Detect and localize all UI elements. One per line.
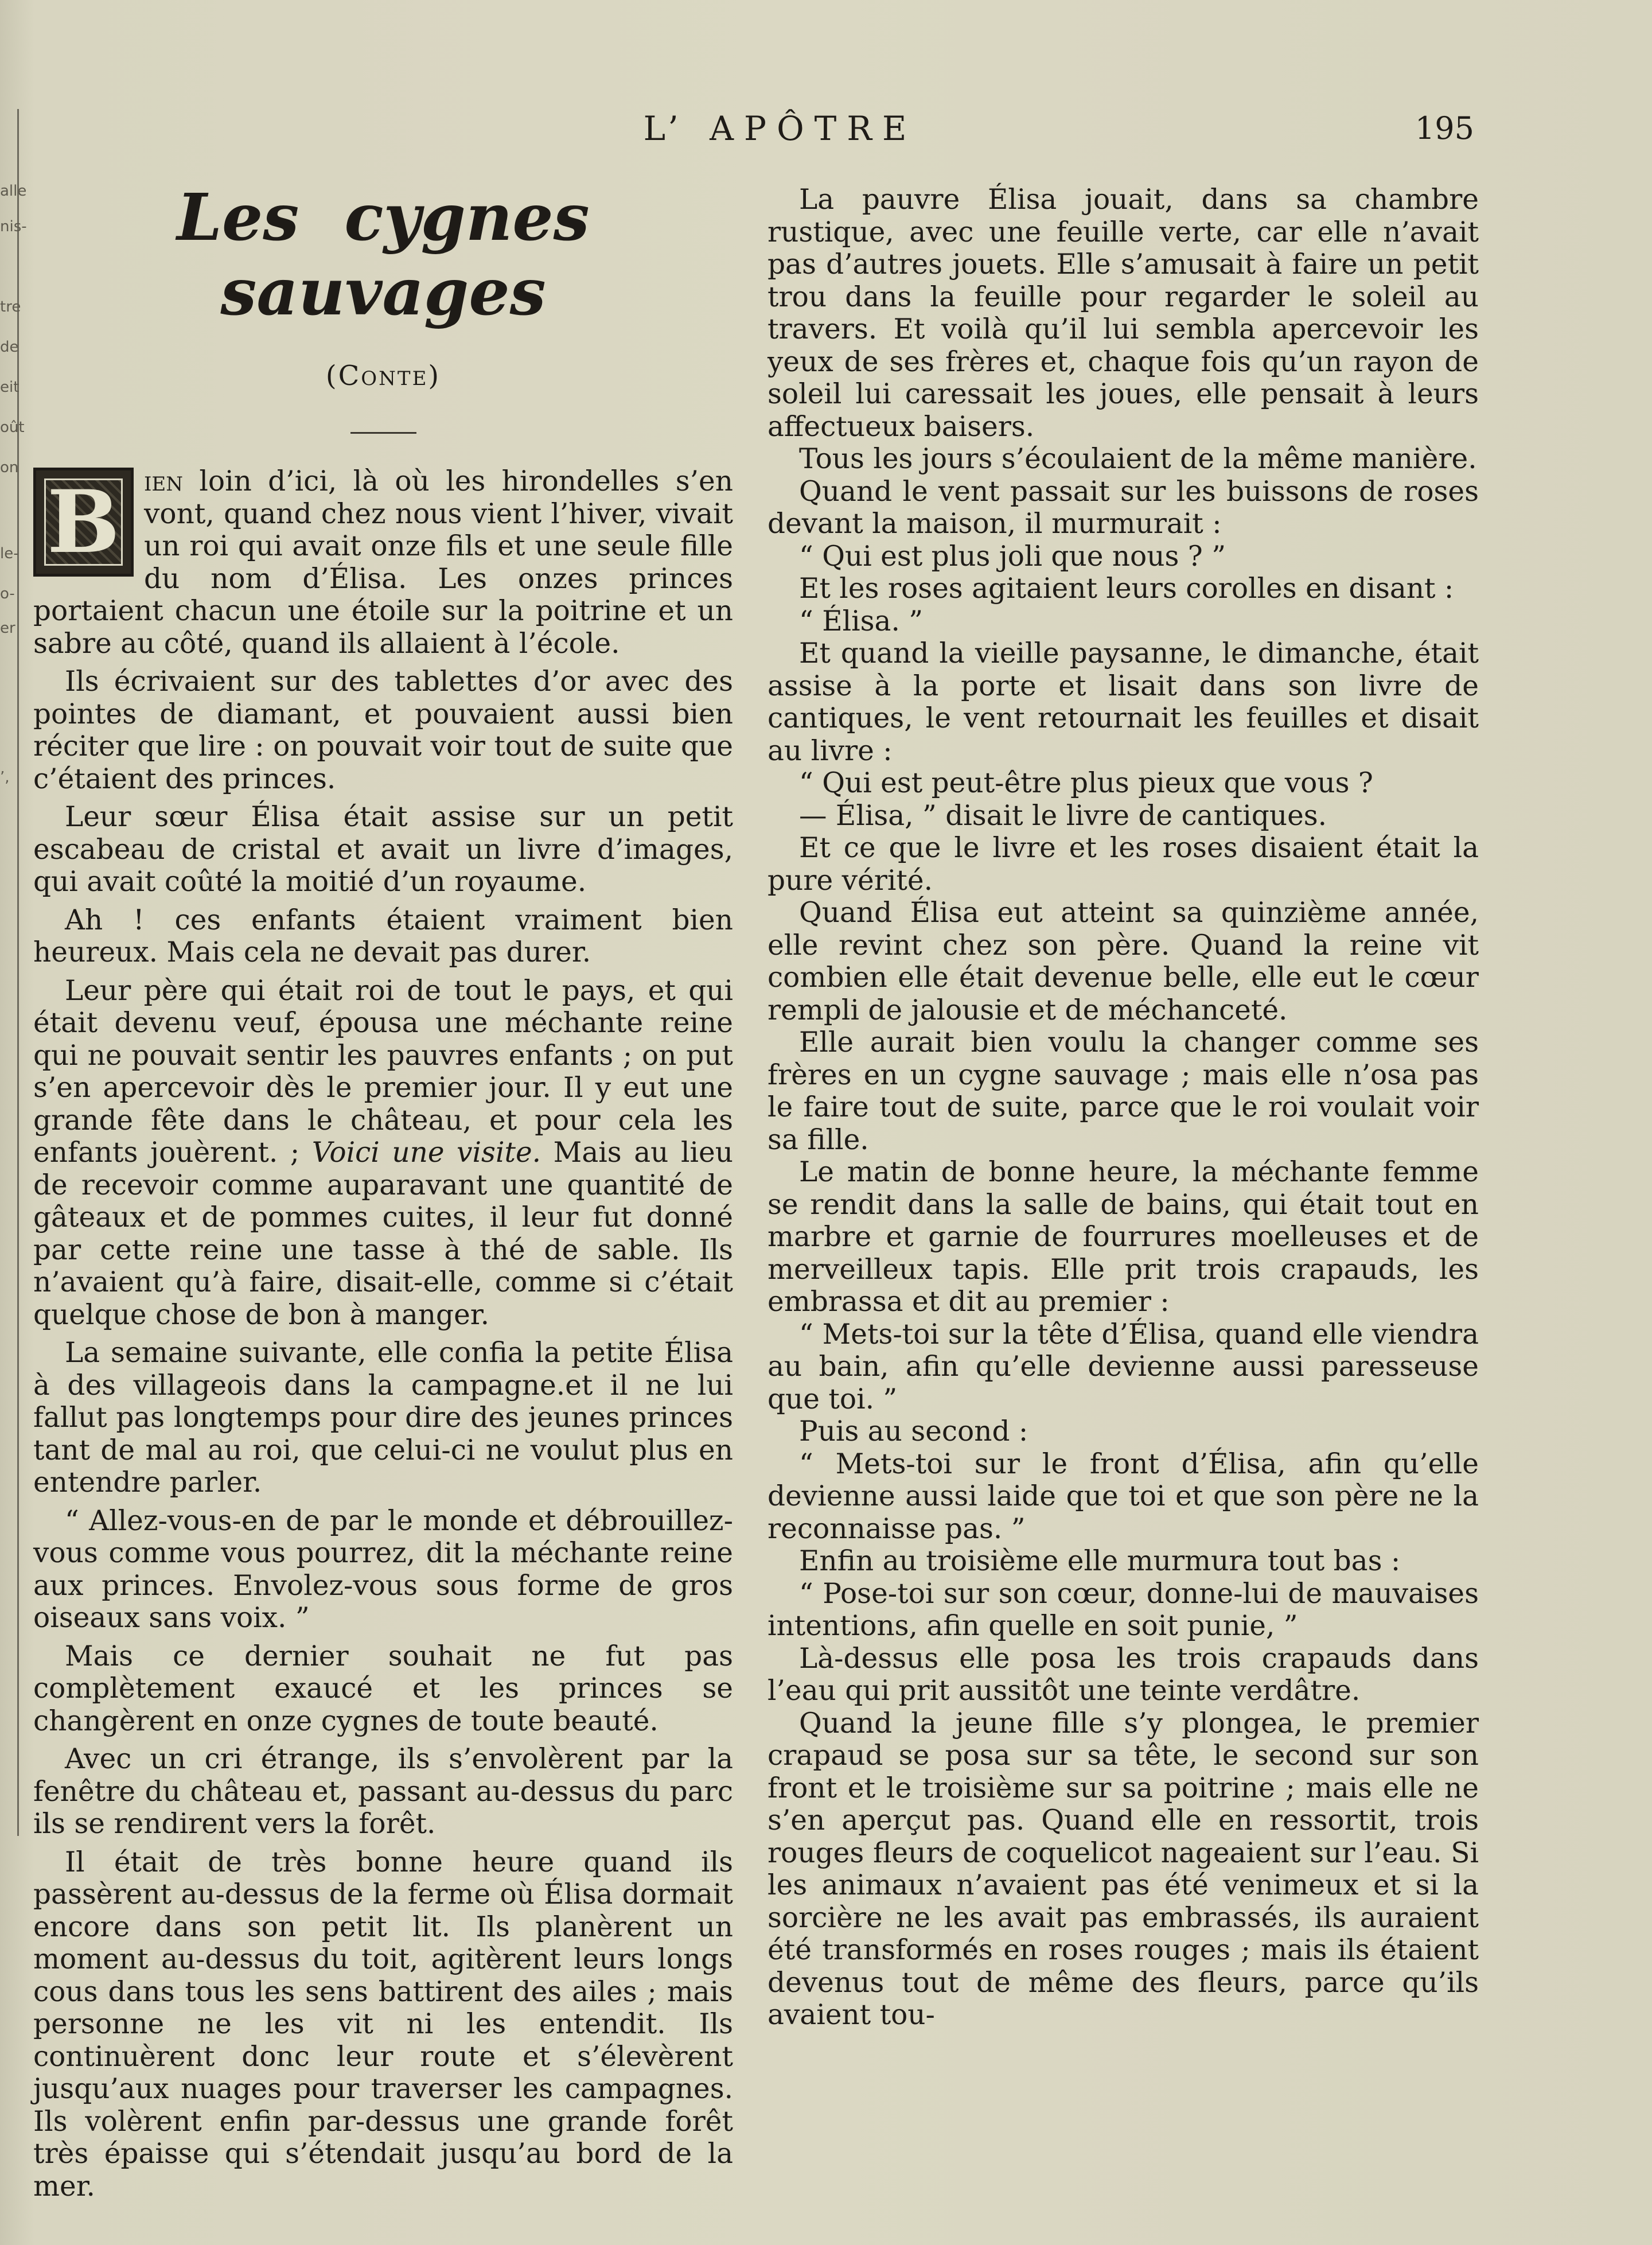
article-subtitle: (Conte) <box>325 360 441 392</box>
paragraph: Le matin de bonne heure, la méchante femme se rendit dans la salle de bains, qui était tout en marbre et garnie de fourrures moelleuses et de merveilleux tapis. Elle prit trois crapauds, les embrassa et dit au premier : <box>767 1156 1479 1318</box>
paragraph: Mais ce dernier souhait ne fut pas complètement exaucé et les princes se changèrent en onze cygnes de toute beauté. <box>33 1640 733 1737</box>
paragraph: Il était de très bonne heure quand ils passèrent au-dessus de la ferme où Élisa dormait encore dans son petit lit. Ils planèrent un moment au-dessus du toit, agitèrent leurs longs cous dans tous les sens battirent des ailes ; mais personne ne les vit ni les entendit. Ils continuèrent donc leur route et s’élevèrent jusqu’aux nuages pour traverser les campagnes. Ils volèrent enfin par-dessus une grande forêt très épaisse qui s’étendait jusqu’au bord de la mer. <box>33 1846 733 2203</box>
paragraph: Quand Élisa eut atteint sa quinzième année, elle revint chez son père. Quand la reine vit combien elle était devenue belle, elle eut le cœur rempli de jalousie et de méchanceté. <box>767 897 1479 1026</box>
margin-fragment: alle <box>0 182 27 200</box>
title-divider <box>350 432 416 434</box>
paragraph: Quand la jeune fille s’y plongea, le premier crapaud se posa sur sa tête, le second sur son front et le troisième sur sa poitrine ; mais elle ne s’en aperçut pas. Quand elle en ressortit, trois rouges fleurs de coquelicot nageaient sur l’eau. Si les animaux n’avaient pas été venimeux et si la sorcière ne les avait pas embrassés, ils auraient été transformés en roses rouges ; mais ils étaient devenus tout de même des fleurs, parce qu’ils avaient tou- <box>767 1707 1479 2031</box>
paragraph-text: Mais au lieu de recevoir comme auparavant une quantité de gâteaux et de pommes cuites, il leur fut donné par cette reine une tasse à thé de sable. Ils n’avaient qu’à faire, disait-elle, comme si c’était quelque chose de bon à manger. <box>33 1137 733 1331</box>
paragraph: Ils écrivaient sur des tablettes d’or avec des pointes de diamant, et pouvaient aussi bien réciter que lire : on pouvait voir tout de suite que c’étaient des princes. <box>33 666 733 795</box>
paragraph-text: loin d’ici, là où les hirondelles s’en vont, quand chez nous vient l’hiver, vivait un roi qui avait onze fils et une seule fille du nom d’Élisa. Les onzes princes portaient chacun une étoile sur la poitrine et un sabre au côté, quand ils allaient à l’école. <box>33 465 733 660</box>
paragraph: Elle aurait bien voulu la changer comme ses frères en un cygne sauvage ; mais elle n’osa pas le faire tout de suite, parce que le roi voulait voir sa fille. <box>767 1026 1479 1156</box>
paragraph: La pauvre Élisa jouait, dans sa chambre rustique, avec une feuille verte, car elle n’avait pas d’autres jouets. Elle s’amusait à faire un petit trou dans la feuille pour regarder le soleil au travers. Et voilà qu’il lui sembla apercevoir les yeux de ses frères et, chaque fois qu’un rayon de soleil lui caressait les joues, elle pensait à leurs affectueux baisers. <box>767 184 1479 443</box>
drop-cap-letter: B <box>47 472 120 573</box>
paragraph: “ Qui est peut-être plus pieux que vous ? <box>799 767 1373 799</box>
paragraph: Et ce que le livre et les roses disaient était la pure vérité. <box>767 832 1479 897</box>
margin-fragment: o- <box>0 585 15 602</box>
paragraph: “ Allez-vous-en de par le monde et débrouillez-vous comme vous pourrez, dit la méchante reine aux princes. Envolez-vous sous forme de gros oiseaux sans voix. ” <box>33 1504 733 1634</box>
paragraph: Tous les jours s’écoulaient de la même manière. <box>799 443 1477 475</box>
margin-fragment: on <box>0 459 19 476</box>
margin-fragment: er <box>0 620 15 637</box>
paragraph: — Élisa, ” disait le livre de cantiques. <box>799 799 1327 832</box>
margin-fragment: ’, <box>0 769 10 786</box>
italic-phrase: Voici une visite. <box>311 1137 541 1169</box>
margin-fragment: tre <box>0 298 21 316</box>
paragraph: La semaine suivante, elle confia la petite Élisa à des villageois dans la campagne.et il ne lui fallut pas longtemps pour dire des jeunes princes tant de mal au roi, que celui-ci ne voulut plus en entendre parler. <box>33 1337 733 1499</box>
paragraph: “ Élisa. ” <box>799 605 924 637</box>
paragraph: “ Pose-toi sur son cœur, donne-lui de mauvaises intentions, afin quelle en soit punie, ” <box>767 1577 1479 1642</box>
drop-cap-frame <box>44 472 123 573</box>
paragraph: Quand le vent passait sur les buissons de roses devant la maison, il murmurait : <box>767 475 1479 540</box>
running-title: L’ APÔTRE <box>643 109 917 148</box>
margin-fragment: le- <box>0 545 19 562</box>
left-column <box>33 181 733 2203</box>
paragraph <box>33 975 733 1332</box>
drop-cap-ornament <box>33 468 134 577</box>
paragraph: Enfin au troisième elle murmura tout bas : <box>799 1545 1401 1577</box>
paragraph: Là-dessus elle posa les trois crapauds dans l’eau qui prit aussitôt une teinte verdâtre. <box>767 1642 1479 1707</box>
margin-fragment: oût <box>0 419 25 436</box>
page-header <box>0 109 1652 155</box>
first-word-rest: ien <box>144 465 183 497</box>
paragraph: Puis au second : <box>799 1415 1028 1448</box>
right-column <box>767 184 1479 2032</box>
paragraph: “ Mets-toi sur le front d’Élisa, afin qu’elle devienne aussi laide que toi et que son père ne la reconnaisse pas. ” <box>767 1448 1479 1545</box>
paragraph: Et les roses agitaient leurs corolles en disant : <box>799 573 1454 605</box>
paragraph: Ah ! ces enfants étaient vraiment bien heureux. Mais cela ne devait pas durer. <box>33 904 733 968</box>
margin-fragment: eit <box>0 379 20 396</box>
adjacent-page-edge <box>0 109 27 1836</box>
margin-fragment: de <box>0 338 19 356</box>
page-number: 195 <box>1415 110 1474 146</box>
paragraph: “ Qui est plus joli que nous ? ” <box>799 540 1226 573</box>
paragraph: Avec un cri étrange, ils s’envolèrent par la fenêtre du château et, passant au-dessus du parc ils se rendirent vers la forêt. <box>33 1743 733 1840</box>
article-title: Les cygnes sauvages <box>177 180 590 330</box>
margin-fragment: nis- <box>0 218 27 235</box>
paragraph: “ Mets-toi sur la tête d’Élisa, quand elle viendra au bain, afin qu’elle devienne aussi paresseuse que toi. ” <box>767 1318 1479 1415</box>
paragraph: Leur sœur Élisa était assise sur un petit escabeau de cristal et avait un livre d’images, qui avait coûté la moitié d’un royaume. <box>33 801 733 898</box>
paragraph <box>33 465 733 660</box>
paragraph-text: Leur père qui était roi de tout le pays, et qui était devenu veuf, épousa une méchante reine qui ne pouvait sentir les pauvres enfants ; on put s’en apercevoir dès le premier jour. Il y eut une grande fête dans le château, et pour cela les enfants jouèrent. ; <box>33 974 733 1169</box>
paragraph: Et quand la vieille paysanne, le dimanche, était assise à la porte et lisait dans son livre de cantiques, le vent retournait les feuilles et disait au livre : <box>767 637 1479 767</box>
